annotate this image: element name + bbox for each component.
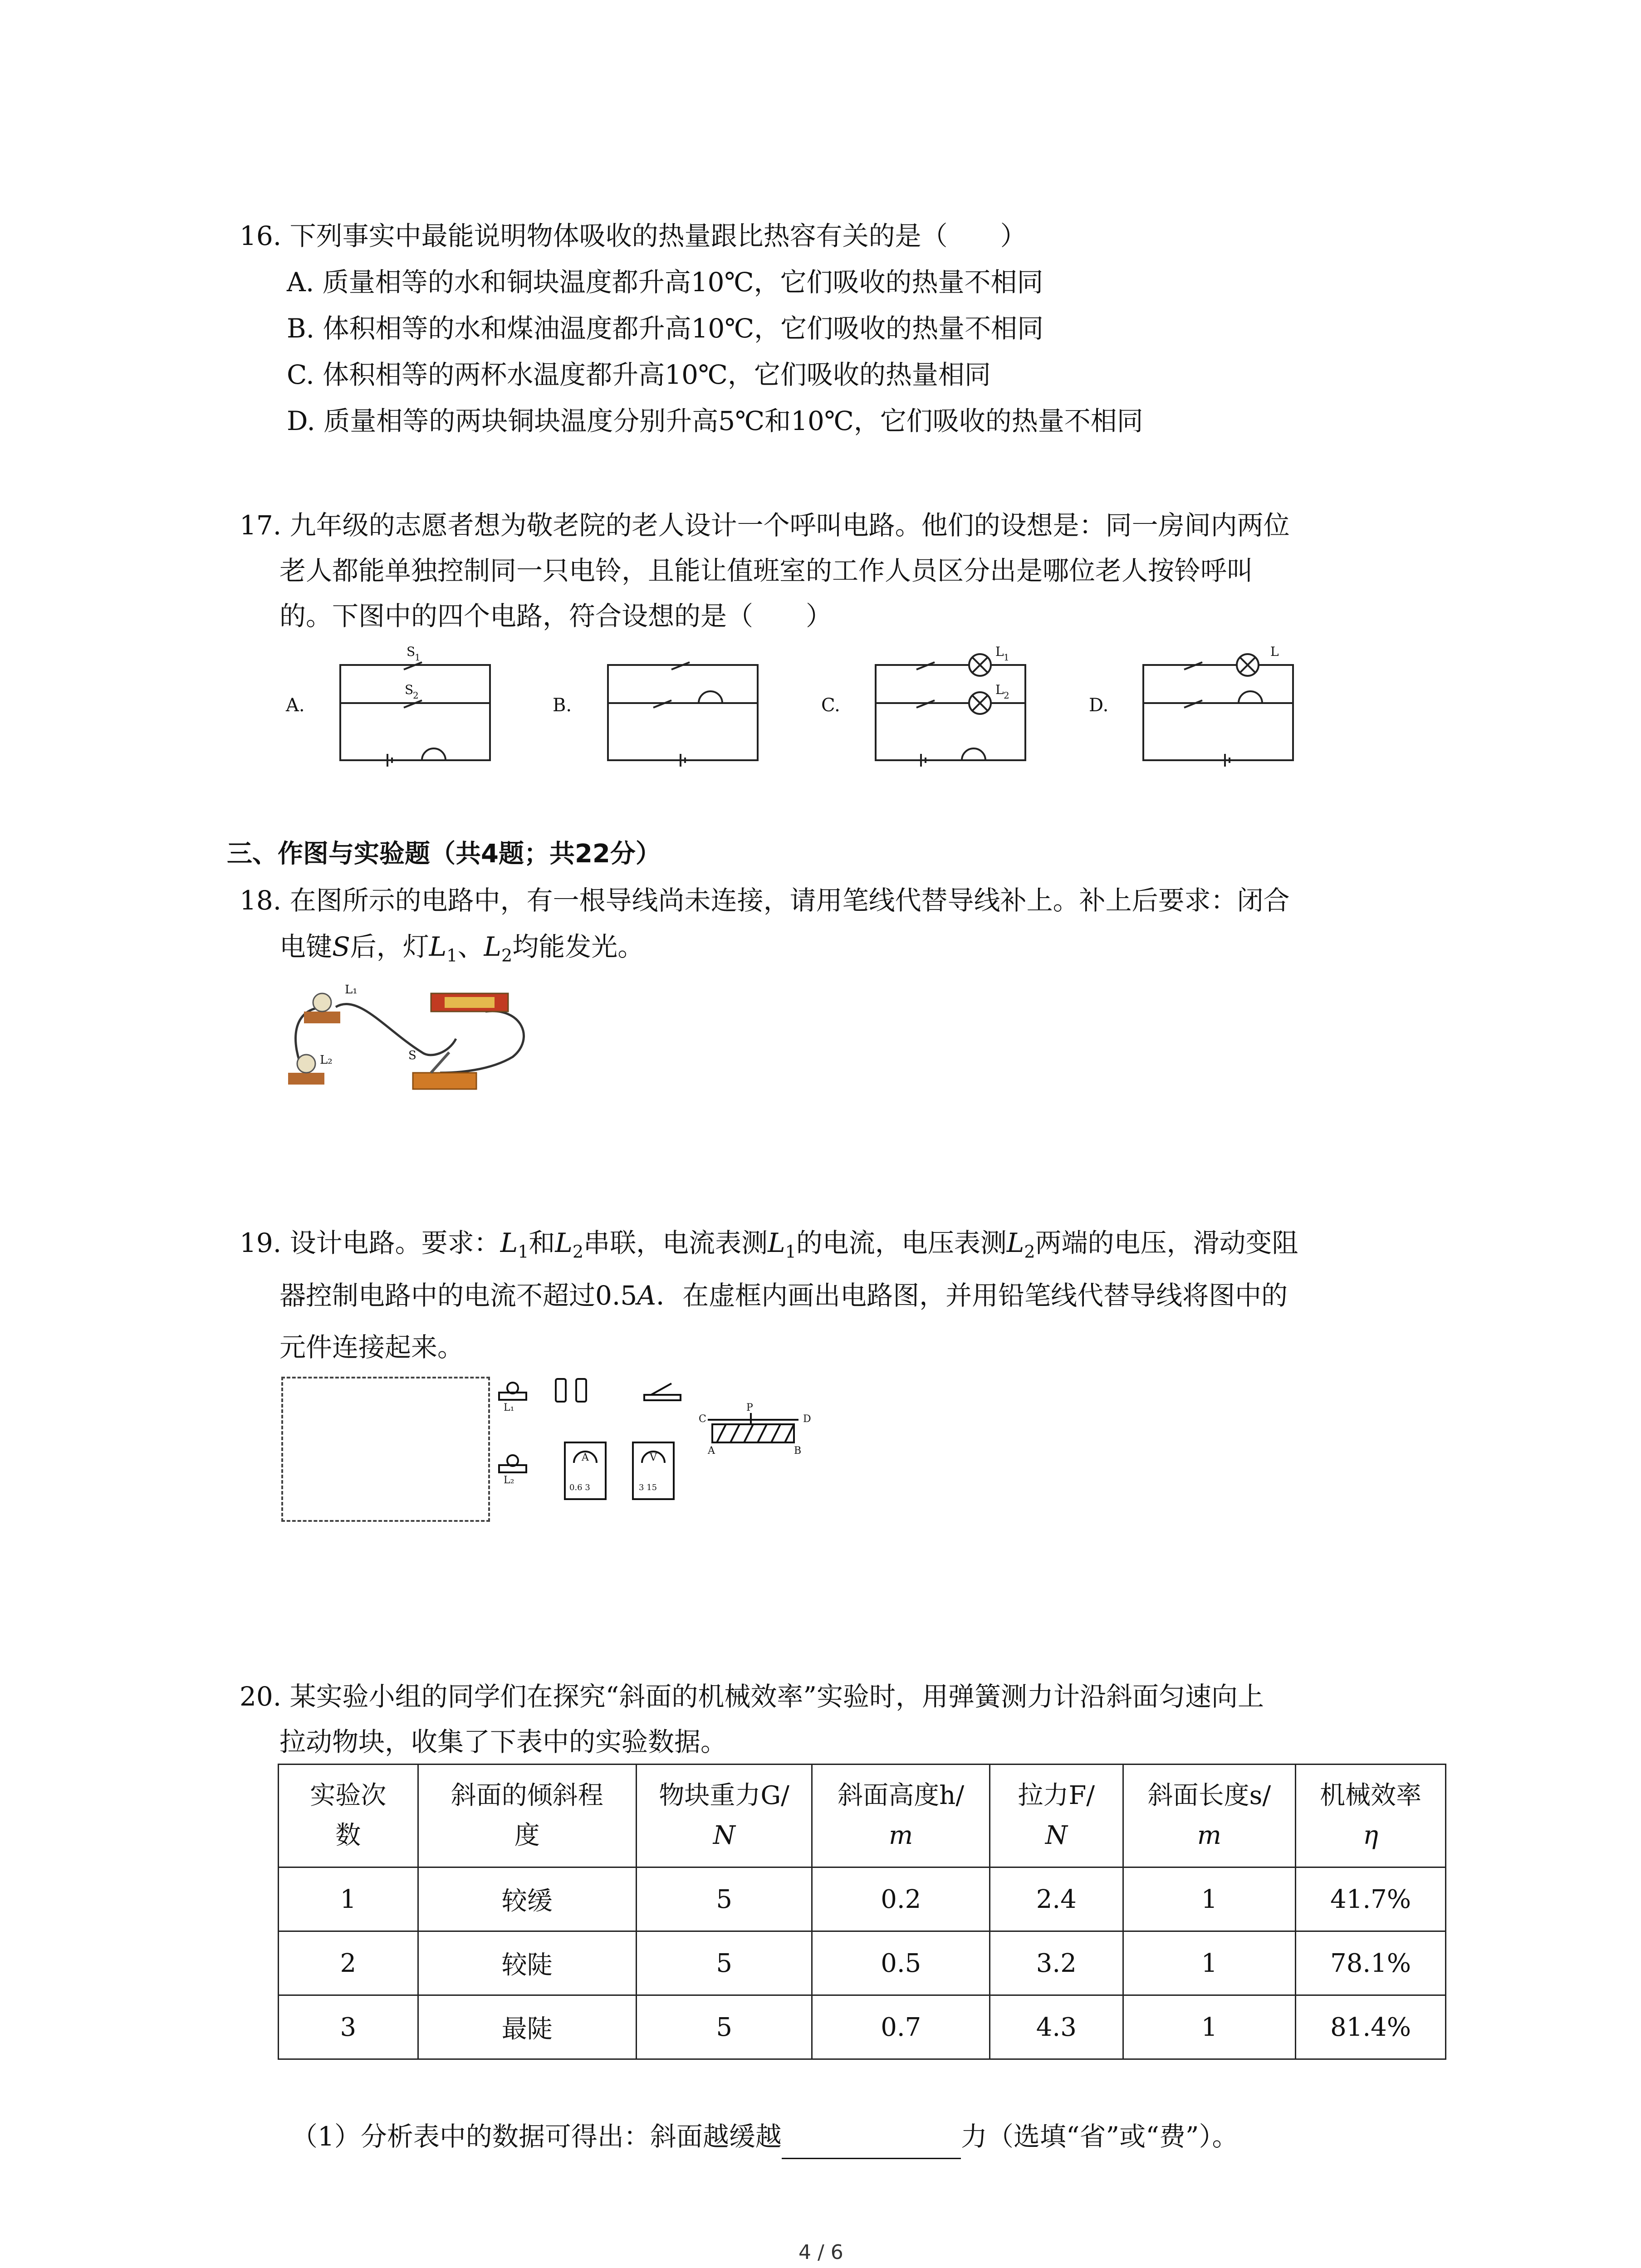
table-header-cell: 拉力F/ N: [989, 1765, 1123, 1867]
table-row: [279, 1867, 1446, 1931]
lamp-l1-base: [304, 1012, 340, 1023]
q19-line-2: 器控制电路中的电流不超过0.5A．在虚框内画出电路图，并用铅笔线代替导线将图中的: [279, 1280, 1288, 1311]
q17-circuits-figure: [272, 635, 1316, 780]
table-header-cell: 实验次 数: [279, 1765, 418, 1867]
circuit-a: [340, 662, 490, 767]
comp-label-l2: L₂: [504, 1475, 514, 1486]
q18-line-2: 电键S后，灯$L_1$、$L_2$均能发光。: [279, 931, 644, 966]
ammeter-scale: 0.6 3: [569, 1483, 590, 1492]
table-cell: 0.2: [812, 1867, 990, 1931]
drawing-box[interactable]: [281, 1377, 490, 1522]
ammeter-label: A: [582, 1452, 589, 1463]
circuit-label-d: D.: [1089, 695, 1109, 716]
rheostat-label-p: P: [746, 1402, 753, 1413]
table-cell: 2: [279, 1931, 418, 1995]
switch-icon: [644, 1383, 681, 1400]
table-cell: 5: [636, 1867, 812, 1931]
label-s1-sub: 1: [415, 652, 421, 663]
q17-line-1: 17. 九年级的志愿者想为敬老院的老人设计一个呼叫电路。他们的设想是：同一房间内两位: [240, 510, 1290, 541]
table-header-cell: 斜面长度s/ m: [1123, 1765, 1296, 1867]
voltmeter-label: V: [650, 1452, 657, 1463]
table-cell: 3.2: [989, 1931, 1123, 1995]
q17-line-2: 老人都能单独控制同一只电铃，且能让值班室的工作人员区分出是哪位老人按铃呼叫: [279, 555, 1254, 586]
q19-line-3: 元件连接起来。: [279, 1332, 464, 1363]
q16-option-a: A. 质量相等的水和铜块温度都升高10℃，它们吸收的热量不相同: [287, 267, 1043, 298]
label-s2: S: [405, 682, 414, 697]
table-cell: 1: [1123, 1931, 1296, 1995]
table-cell: 5: [636, 1931, 812, 1995]
rheostat-label-d: D: [803, 1413, 811, 1425]
table-cell: 3: [279, 1995, 418, 2059]
table-cell: 较缓: [418, 1867, 636, 1931]
label-l2-sub: 2: [1004, 690, 1009, 701]
table-header-cell: 斜面的倾斜程 度: [418, 1765, 636, 1867]
table-cell: 最陡: [418, 1995, 636, 2059]
table-cell: 5: [636, 1995, 812, 2059]
q18-line-1: 18. 在图所示的电路中，有一根导线尚未连接，请用笔线代替导线补上。补上后要求：闭合: [240, 885, 1290, 916]
bulb-icon: [297, 1055, 315, 1073]
q16-option-c: C. 体积相等的两杯水温度都升高10℃，它们吸收的热量相同: [287, 359, 991, 390]
table-cell: 0.7: [812, 1995, 990, 2059]
circuit-label-c: C.: [821, 695, 840, 716]
q16-stem: 16. 下列事实中最能说明物体吸收的热量跟比热容有关的是（ ）: [240, 220, 1027, 251]
q16-option-b: B. 体积相等的水和煤油温度都升高10℃，它们吸收的热量不相同: [287, 313, 1044, 344]
photo-label-l2: L₂: [320, 1053, 333, 1067]
label-l1-sub: 1: [1004, 652, 1009, 663]
page-number: 4 / 6: [798, 2241, 843, 2264]
lamp-l2-base: [288, 1073, 324, 1085]
circuit-c: [876, 654, 1025, 767]
experiment-table: [278, 1764, 1446, 2060]
section-3-title: 三、作图与实验题（共4题；共22分）: [227, 839, 661, 869]
rheostat-label-a: A: [708, 1445, 715, 1457]
circuit-b: [608, 662, 758, 767]
q20-sub-1: （1）分析表中的数据可得出：斜面越缓越 力（选填“省”或“费”）。: [291, 2114, 1239, 2159]
table-cell: 81.4%: [1296, 1995, 1446, 2059]
rheostat-icon: [708, 1413, 798, 1442]
table-row: [279, 1995, 1446, 2059]
table-cell: 41.7%: [1296, 1867, 1446, 1931]
voltmeter-scale: 3 15: [639, 1483, 657, 1492]
label-s1: S: [407, 644, 416, 659]
q19-line-1: 19. 设计电路。要求：$L_1$和$L_2$串联，电流表测$L_1$的电流，电压表测$L_2$两端的电压，滑动变阻: [240, 1227, 1298, 1262]
switch-base: [413, 1073, 476, 1089]
table-cell: 2.4: [989, 1867, 1123, 1931]
table-header-cell: 物块重力G/ N: [636, 1765, 812, 1867]
photo-label-l1: L₁: [345, 983, 358, 997]
q19-components: [495, 1374, 830, 1524]
lamp-l2-icon: [499, 1455, 526, 1472]
table-cell: 1: [1123, 1867, 1296, 1931]
circuit-label-b: B.: [553, 695, 572, 716]
table-cell: 78.1%: [1296, 1931, 1446, 1995]
circuit-label-a: A.: [286, 695, 305, 716]
label-l: L: [1270, 644, 1279, 659]
rheostat-label-b: B: [794, 1445, 802, 1457]
bulb-icon: [313, 993, 331, 1012]
table-header-cell: 斜面高度h/ m: [812, 1765, 990, 1867]
table-header-row: [279, 1765, 1446, 1867]
label-l1: L: [995, 644, 1004, 659]
photo-label-s: S: [408, 1049, 416, 1062]
q16-option-d: D. 质量相等的两块铜块温度分别升高5℃和10℃，它们吸收的热量不相同: [287, 406, 1143, 436]
q20-line-2: 拉动物块，收集了下表中的实验数据。: [279, 1726, 727, 1757]
q18-circuit-photo: [277, 975, 540, 1107]
table-cell: 较陡: [418, 1931, 636, 1995]
table-cell: 4.3: [989, 1995, 1123, 2059]
label-s2-sub: 2: [413, 690, 419, 701]
table-row: [279, 1931, 1446, 1995]
comp-label-l1: L₁: [504, 1402, 514, 1413]
battery-icon: [445, 997, 495, 1008]
table-header-cell: 机械效率 η: [1296, 1765, 1446, 1867]
answer-blank[interactable]: [782, 2126, 961, 2159]
table-cell: 1: [1123, 1995, 1296, 2059]
rheostat-label-c: C: [699, 1413, 706, 1425]
q17-line-3: 的。下图中的四个电路，符合设想的是（ ）: [279, 601, 833, 631]
battery-icon: [556, 1379, 586, 1402]
table-cell: 1: [279, 1867, 418, 1931]
table-cell: 0.5: [812, 1931, 990, 1995]
q20-line-1: 20. 某实验小组的同学们在探究“斜面的机械效率”实验时，用弹簧测力计沿斜面匀速向上: [240, 1681, 1264, 1712]
circuit-d: [1143, 654, 1293, 767]
lamp-l1-icon: [499, 1383, 526, 1400]
label-l2: L: [995, 682, 1004, 697]
